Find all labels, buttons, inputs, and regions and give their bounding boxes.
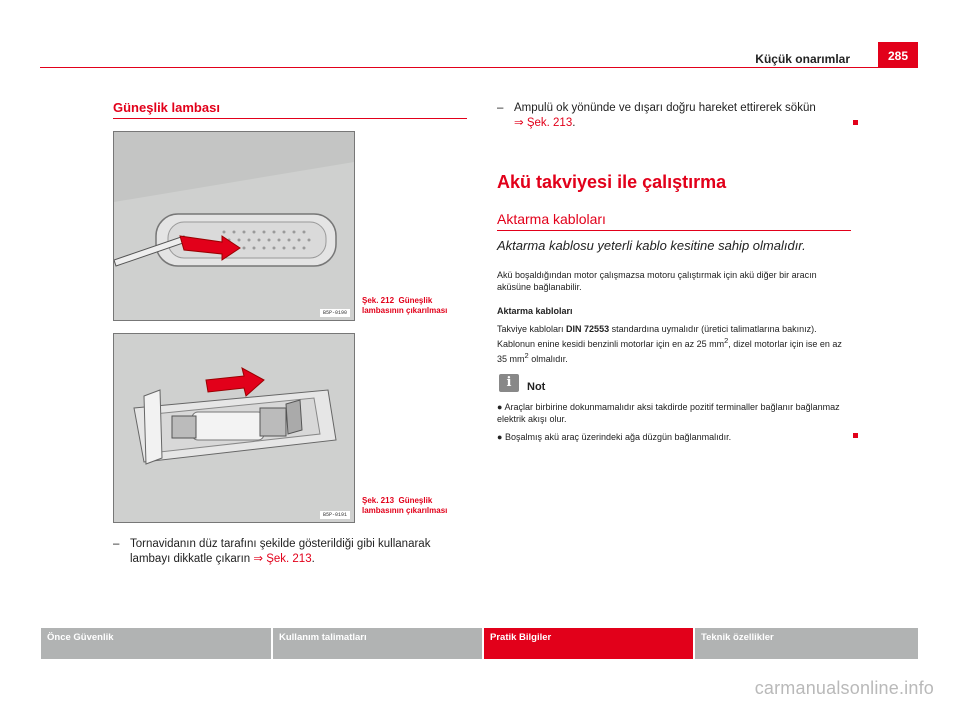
header-rule bbox=[40, 67, 918, 68]
step-dash: – bbox=[113, 538, 120, 550]
spec-text-d: olmalıdır. bbox=[531, 354, 568, 364]
cable-spec-paragraph bbox=[497, 323, 849, 365]
section-rule bbox=[497, 230, 851, 231]
footer-tab-technical[interactable]: Teknik özellikler bbox=[695, 628, 918, 659]
lead-text: Aktarma kablosu yeterli kablo kesitine sahip olmalıdır. bbox=[497, 238, 806, 253]
figure-ref: Şek. 212 bbox=[362, 296, 395, 305]
step-remove-bulb bbox=[497, 101, 857, 131]
footer-tab-safety[interactable]: Önce Güvenlik bbox=[41, 628, 271, 659]
figure-213 bbox=[113, 333, 355, 523]
figure-caption-text: Güneşlik lambasının çıkarılması bbox=[362, 296, 448, 315]
spec-text-b: standardına uymalıdır (üretici talimatlarına bakınız). Kablonun enine kesidi benzinli motorlar için en az 25 mm bbox=[497, 324, 817, 349]
end-mark bbox=[853, 433, 858, 438]
figure-212-caption bbox=[362, 296, 472, 316]
figure-213-caption bbox=[362, 496, 472, 516]
step-dash: – bbox=[497, 102, 504, 114]
page-number: 285 bbox=[878, 42, 918, 67]
figure-213-illustration bbox=[114, 334, 354, 522]
end-mark bbox=[853, 120, 858, 125]
section-rule bbox=[113, 118, 467, 119]
chapter-title: Akü takviyesi ile çalıştırma bbox=[497, 172, 727, 192]
figure-213-link[interactable]: ⇒ Şek. 213 bbox=[514, 117, 573, 129]
figure-code: B5P-0191 bbox=[320, 511, 350, 519]
watermark: carmanualsonline.info bbox=[754, 678, 934, 698]
step-end: . bbox=[572, 117, 576, 129]
figure-caption-text: Güneşlik lambasının çıkarılması bbox=[362, 496, 448, 515]
figure-213-link[interactable]: ⇒ Şek. 213 bbox=[253, 553, 312, 565]
spec-text-c: , dizel motorlar için ise en az 35 mm bbox=[497, 339, 842, 364]
page-header-title: Küçük onarımlar bbox=[755, 52, 850, 66]
figure-212-illustration bbox=[114, 132, 354, 320]
step-text: Ampulü ok yönünde ve dışarı doğru hareket ettirerek sökün bbox=[514, 102, 816, 114]
bullet-text: Araçlar birbirine dokunmamalıdır aksi takdirde pozitif terminaller bağlanır bağlanmaz elektrik akışı olur. bbox=[497, 402, 840, 424]
figure-212 bbox=[113, 131, 355, 321]
footer-tab-operating[interactable]: Kullanım talimatları bbox=[273, 628, 482, 659]
section-title-jumper-cables: Aktarma kabloları bbox=[497, 211, 606, 227]
footer-tab-practical[interactable]: Pratik Bilgiler bbox=[484, 628, 693, 659]
note-bullet-2 bbox=[497, 431, 849, 443]
spec-standard: DIN 72553 bbox=[566, 324, 610, 334]
intro-paragraph: Akü boşaldığından motor çalışmazsa motoru çalıştırmak için akü diğer bir aracın aküsüne bağlanabilir. bbox=[497, 270, 817, 292]
spec-text-a: Takviye kabloları bbox=[497, 324, 564, 334]
figure-code: B5P-0190 bbox=[320, 309, 350, 317]
bullet-icon: ● bbox=[497, 402, 503, 412]
subheading: Aktarma kabloları bbox=[497, 306, 573, 316]
note-bullet-1 bbox=[497, 401, 849, 425]
step-end: . bbox=[311, 553, 315, 565]
section-title-sun-visor-lamp: Güneşlik lambası bbox=[113, 100, 220, 115]
spec-sup: 2 bbox=[524, 351, 529, 360]
bullet-text: Boşalmış akü araç üzerindeki ağa düzgün bağlanmalıdır. bbox=[504, 432, 732, 442]
step-remove-lamp bbox=[113, 537, 473, 567]
note-title: Not bbox=[527, 381, 546, 393]
step-text: Tornavidanın düz tarafını şekilde gösterildiği gibi kullanarak lambayı dikkatle çıkarın bbox=[130, 538, 431, 565]
figure-ref: Şek. 213 bbox=[362, 496, 395, 505]
bullet-icon: ● bbox=[497, 432, 503, 442]
note-info-icon: i bbox=[499, 374, 519, 392]
spec-sup: 2 bbox=[724, 336, 729, 345]
